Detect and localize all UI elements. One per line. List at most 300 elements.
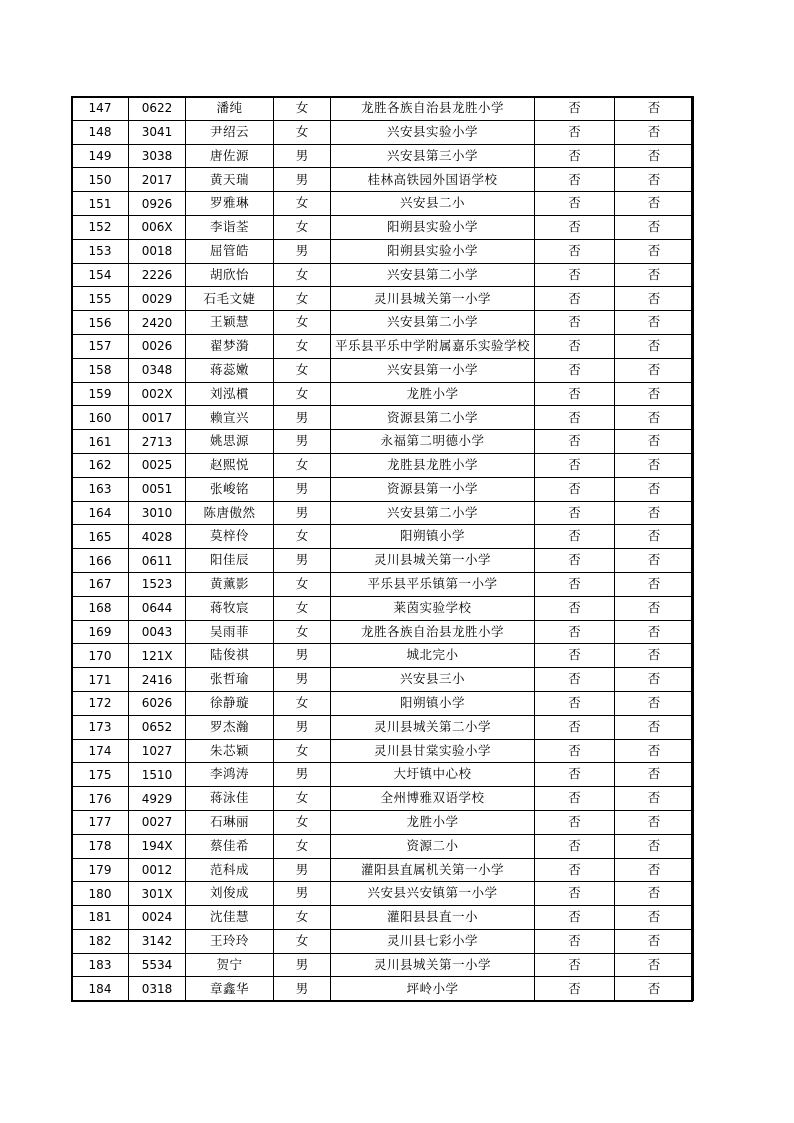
row-number-cell: 173: [72, 715, 129, 739]
id-code-cell: 0051: [129, 477, 186, 501]
row-number-cell: 171: [72, 668, 129, 692]
id-code-cell: 0043: [129, 620, 186, 644]
student-name-cell: 罗杰瀚: [186, 715, 274, 739]
row-number-cell: 181: [72, 906, 129, 930]
flag-1-cell: 否: [535, 644, 615, 668]
row-number-cell: 175: [72, 763, 129, 787]
id-code-cell: 2420: [129, 311, 186, 335]
table-row: [72, 477, 694, 501]
gender-cell: 女: [274, 739, 331, 763]
flag-2-cell: 否: [615, 596, 694, 620]
flag-2-cell: 否: [615, 739, 694, 763]
gender-cell: 女: [274, 810, 331, 834]
school-cell: 平乐县平乐镇第一小学: [331, 572, 535, 596]
flag-1-cell: 否: [535, 572, 615, 596]
school-cell: 阳朔镇小学: [331, 691, 535, 715]
flag-2-cell: 否: [615, 691, 694, 715]
flag-2-cell: 否: [615, 120, 694, 144]
row-number-cell: 180: [72, 882, 129, 906]
table-row: [72, 239, 694, 263]
gender-cell: 女: [274, 453, 331, 477]
gender-cell: 男: [274, 501, 331, 525]
flag-1-cell: 否: [535, 430, 615, 454]
gender-cell: 女: [274, 97, 331, 121]
flag-2-cell: 否: [615, 787, 694, 811]
id-code-cell: 0017: [129, 406, 186, 430]
table-row: [72, 334, 694, 358]
student-name-cell: 唐佐源: [186, 144, 274, 168]
flag-1-cell: 否: [535, 691, 615, 715]
flag-1-cell: 否: [535, 453, 615, 477]
student-name-cell: 刘俊成: [186, 882, 274, 906]
flag-1-cell: 否: [535, 620, 615, 644]
student-name-cell: 王玲玲: [186, 929, 274, 953]
student-name-cell: 姚思源: [186, 430, 274, 454]
flag-1-cell: 否: [535, 358, 615, 382]
flag-2-cell: 否: [615, 477, 694, 501]
gender-cell: 女: [274, 906, 331, 930]
flag-2-cell: 否: [615, 882, 694, 906]
flag-2-cell: 否: [615, 453, 694, 477]
flag-1-cell: 否: [535, 906, 615, 930]
school-cell: 灌阳县直属机关第一小学: [331, 858, 535, 882]
school-cell: 桂林高铁园外国语学校: [331, 168, 535, 192]
row-number-cell: 177: [72, 810, 129, 834]
id-code-cell: 2416: [129, 668, 186, 692]
school-cell: 阳朔县实验小学: [331, 239, 535, 263]
table-row: [72, 406, 694, 430]
flag-1-cell: 否: [535, 977, 615, 1001]
flag-1-cell: 否: [535, 287, 615, 311]
flag-1-cell: 否: [535, 168, 615, 192]
flag-2-cell: 否: [615, 215, 694, 239]
student-name-cell: 朱芯颖: [186, 739, 274, 763]
student-name-cell: 蒋牧宸: [186, 596, 274, 620]
flag-2-cell: 否: [615, 311, 694, 335]
flag-2-cell: 否: [615, 549, 694, 573]
flag-2-cell: 否: [615, 668, 694, 692]
flag-2-cell: 否: [615, 287, 694, 311]
student-list-table: [71, 96, 694, 1001]
table-row: [72, 382, 694, 406]
table-row: [72, 192, 694, 216]
table-row: [72, 596, 694, 620]
student-name-cell: 陈唐傲然: [186, 501, 274, 525]
student-name-cell: 石琳丽: [186, 810, 274, 834]
flag-1-cell: 否: [535, 120, 615, 144]
row-number-cell: 184: [72, 977, 129, 1001]
table-row: [72, 358, 694, 382]
id-code-cell: 0027: [129, 810, 186, 834]
flag-2-cell: 否: [615, 168, 694, 192]
school-cell: 兴安县第二小学: [331, 311, 535, 335]
flag-2-cell: 否: [615, 977, 694, 1001]
gender-cell: 女: [274, 787, 331, 811]
flag-1-cell: 否: [535, 763, 615, 787]
gender-cell: 女: [274, 334, 331, 358]
id-code-cell: 1523: [129, 572, 186, 596]
table-row: [72, 906, 694, 930]
flag-1-cell: 否: [535, 382, 615, 406]
student-name-cell: 李鸿涛: [186, 763, 274, 787]
id-code-cell: 3041: [129, 120, 186, 144]
flag-1-cell: 否: [535, 715, 615, 739]
table-row: [72, 739, 694, 763]
row-number-cell: 161: [72, 430, 129, 454]
id-code-cell: 0318: [129, 977, 186, 1001]
school-cell: 坪岭小学: [331, 977, 535, 1001]
gender-cell: 男: [274, 239, 331, 263]
row-number-cell: 182: [72, 929, 129, 953]
flag-2-cell: 否: [615, 929, 694, 953]
flag-2-cell: 否: [615, 501, 694, 525]
flag-1-cell: 否: [535, 810, 615, 834]
row-number-cell: 170: [72, 644, 129, 668]
id-code-cell: 0026: [129, 334, 186, 358]
gender-cell: 男: [274, 668, 331, 692]
id-code-cell: 4929: [129, 787, 186, 811]
id-code-cell: 0652: [129, 715, 186, 739]
student-name-cell: 赖宣兴: [186, 406, 274, 430]
school-cell: 莱茵实验学校: [331, 596, 535, 620]
table-row: [72, 715, 694, 739]
student-name-cell: 张哲瑜: [186, 668, 274, 692]
flag-1-cell: 否: [535, 215, 615, 239]
flag-2-cell: 否: [615, 620, 694, 644]
id-code-cell: 3038: [129, 144, 186, 168]
gender-cell: 男: [274, 977, 331, 1001]
flag-1-cell: 否: [535, 882, 615, 906]
school-cell: 全州博雅双语学校: [331, 787, 535, 811]
id-code-cell: 2713: [129, 430, 186, 454]
id-code-cell: 1027: [129, 739, 186, 763]
school-cell: 灵川县城关第一小学: [331, 287, 535, 311]
flag-2-cell: 否: [615, 334, 694, 358]
row-number-cell: 154: [72, 263, 129, 287]
id-code-cell: 2017: [129, 168, 186, 192]
row-number-cell: 174: [72, 739, 129, 763]
row-number-cell: 150: [72, 168, 129, 192]
id-code-cell: 0644: [129, 596, 186, 620]
flag-1-cell: 否: [535, 334, 615, 358]
student-name-cell: 罗雅琳: [186, 192, 274, 216]
student-name-cell: 阳佳辰: [186, 549, 274, 573]
flag-1-cell: 否: [535, 739, 615, 763]
student-name-cell: 莫梓伶: [186, 525, 274, 549]
table-row: [72, 144, 694, 168]
student-name-cell: 蒋蕊嫩: [186, 358, 274, 382]
table-row: [72, 668, 694, 692]
school-cell: 龙胜各族自治县龙胜小学: [331, 97, 535, 121]
id-code-cell: 0611: [129, 549, 186, 573]
gender-cell: 男: [274, 549, 331, 573]
row-number-cell: 152: [72, 215, 129, 239]
table-row: [72, 263, 694, 287]
id-code-cell: 5534: [129, 953, 186, 977]
student-name-cell: 吴雨菲: [186, 620, 274, 644]
row-number-cell: 148: [72, 120, 129, 144]
student-name-cell: 贺宁: [186, 953, 274, 977]
row-number-cell: 172: [72, 691, 129, 715]
id-code-cell: 194X: [129, 834, 186, 858]
row-number-cell: 156: [72, 311, 129, 335]
table-row: [72, 572, 694, 596]
table-row: [72, 953, 694, 977]
flag-1-cell: 否: [535, 525, 615, 549]
flag-1-cell: 否: [535, 953, 615, 977]
row-number-cell: 155: [72, 287, 129, 311]
gender-cell: 女: [274, 834, 331, 858]
id-code-cell: 0348: [129, 358, 186, 382]
flag-1-cell: 否: [535, 549, 615, 573]
flag-2-cell: 否: [615, 953, 694, 977]
table-row: [72, 644, 694, 668]
student-name-cell: 黄天瑞: [186, 168, 274, 192]
row-number-cell: 179: [72, 858, 129, 882]
id-code-cell: 6026: [129, 691, 186, 715]
school-cell: 兴安县二小: [331, 192, 535, 216]
table-row: [72, 501, 694, 525]
id-code-cell: 121X: [129, 644, 186, 668]
flag-1-cell: 否: [535, 311, 615, 335]
gender-cell: 女: [274, 929, 331, 953]
id-code-cell: 006X: [129, 215, 186, 239]
flag-1-cell: 否: [535, 239, 615, 263]
row-number-cell: 160: [72, 406, 129, 430]
gender-cell: 男: [274, 715, 331, 739]
school-cell: 灵川县七彩小学: [331, 929, 535, 953]
table-row: [72, 763, 694, 787]
school-cell: 龙胜各族自治县龙胜小学: [331, 620, 535, 644]
school-cell: 平乐县平乐中学附属嘉乐实验学校: [331, 334, 535, 358]
flag-1-cell: 否: [535, 501, 615, 525]
id-code-cell: 2226: [129, 263, 186, 287]
flag-2-cell: 否: [615, 572, 694, 596]
student-name-cell: 尹绍云: [186, 120, 274, 144]
flag-2-cell: 否: [615, 406, 694, 430]
gender-cell: 女: [274, 263, 331, 287]
student-name-cell: 潘纯: [186, 97, 274, 121]
table-row: [72, 787, 694, 811]
row-number-cell: 147: [72, 97, 129, 121]
table-row: [72, 620, 694, 644]
flag-2-cell: 否: [615, 834, 694, 858]
row-number-cell: 183: [72, 953, 129, 977]
id-code-cell: 0024: [129, 906, 186, 930]
school-cell: 兴安县第一小学: [331, 358, 535, 382]
flag-2-cell: 否: [615, 906, 694, 930]
id-code-cell: 3142: [129, 929, 186, 953]
row-number-cell: 149: [72, 144, 129, 168]
school-cell: 兴安县三小: [331, 668, 535, 692]
gender-cell: 男: [274, 858, 331, 882]
school-cell: 大圩镇中心校: [331, 763, 535, 787]
table-row: [72, 691, 694, 715]
table-row: [72, 525, 694, 549]
gender-cell: 女: [274, 358, 331, 382]
table-row: [72, 549, 694, 573]
student-name-cell: 蔡佳希: [186, 834, 274, 858]
school-cell: 龙胜小学: [331, 810, 535, 834]
flag-2-cell: 否: [615, 239, 694, 263]
student-name-cell: 蒋泳佳: [186, 787, 274, 811]
flag-2-cell: 否: [615, 382, 694, 406]
table-row: [72, 977, 694, 1001]
table-row: [72, 453, 694, 477]
school-cell: 龙胜县龙胜小学: [331, 453, 535, 477]
flag-1-cell: 否: [535, 596, 615, 620]
school-cell: 资源县第一小学: [331, 477, 535, 501]
id-code-cell: 301X: [129, 882, 186, 906]
table-row: [72, 430, 694, 454]
gender-cell: 男: [274, 168, 331, 192]
row-number-cell: 159: [72, 382, 129, 406]
flag-1-cell: 否: [535, 192, 615, 216]
gender-cell: 女: [274, 525, 331, 549]
table-row: [72, 810, 694, 834]
flag-2-cell: 否: [615, 192, 694, 216]
school-cell: 资源县第二小学: [331, 406, 535, 430]
school-cell: 兴安县实验小学: [331, 120, 535, 144]
school-cell: 灌阳县县直一小: [331, 906, 535, 930]
flag-1-cell: 否: [535, 929, 615, 953]
gender-cell: 女: [274, 287, 331, 311]
school-cell: 灵川县城关第一小学: [331, 549, 535, 573]
row-number-cell: 176: [72, 787, 129, 811]
flag-1-cell: 否: [535, 477, 615, 501]
school-cell: 阳朔县实验小学: [331, 215, 535, 239]
flag-1-cell: 否: [535, 834, 615, 858]
student-name-cell: 张峻铭: [186, 477, 274, 501]
flag-1-cell: 否: [535, 97, 615, 121]
row-number-cell: 157: [72, 334, 129, 358]
flag-2-cell: 否: [615, 358, 694, 382]
student-name-cell: 陆俊祺: [186, 644, 274, 668]
flag-2-cell: 否: [615, 144, 694, 168]
gender-cell: 男: [274, 477, 331, 501]
gender-cell: 男: [274, 763, 331, 787]
flag-2-cell: 否: [615, 263, 694, 287]
row-number-cell: 169: [72, 620, 129, 644]
gender-cell: 女: [274, 572, 331, 596]
id-code-cell: 1510: [129, 763, 186, 787]
gender-cell: 男: [274, 144, 331, 168]
gender-cell: 男: [274, 882, 331, 906]
flag-2-cell: 否: [615, 763, 694, 787]
school-cell: 兴安县第二小学: [331, 501, 535, 525]
id-code-cell: 3010: [129, 501, 186, 525]
school-cell: 灵川县甘棠实验小学: [331, 739, 535, 763]
gender-cell: 女: [274, 620, 331, 644]
school-cell: 阳朔镇小学: [331, 525, 535, 549]
id-code-cell: 0025: [129, 453, 186, 477]
student-name-cell: 李诣荃: [186, 215, 274, 239]
school-cell: 灵川县城关第一小学: [331, 953, 535, 977]
row-number-cell: 153: [72, 239, 129, 263]
table-row: [72, 120, 694, 144]
row-number-cell: 163: [72, 477, 129, 501]
school-cell: 灵川县城关第二小学: [331, 715, 535, 739]
row-number-cell: 178: [72, 834, 129, 858]
flag-2-cell: 否: [615, 525, 694, 549]
gender-cell: 女: [274, 120, 331, 144]
gender-cell: 女: [274, 596, 331, 620]
student-name-cell: 赵熙悦: [186, 453, 274, 477]
student-name-cell: 沈佳慧: [186, 906, 274, 930]
row-number-cell: 151: [72, 192, 129, 216]
row-number-cell: 162: [72, 453, 129, 477]
table-body: [72, 97, 694, 1001]
gender-cell: 男: [274, 953, 331, 977]
flag-1-cell: 否: [535, 787, 615, 811]
id-code-cell: 002X: [129, 382, 186, 406]
table-row: [72, 929, 694, 953]
student-name-cell: 刘泓樌: [186, 382, 274, 406]
flag-2-cell: 否: [615, 858, 694, 882]
student-name-cell: 章鑫华: [186, 977, 274, 1001]
row-number-cell: 167: [72, 572, 129, 596]
table-row: [72, 311, 694, 335]
table-row: [72, 168, 694, 192]
id-code-cell: 0029: [129, 287, 186, 311]
table-row: [72, 858, 694, 882]
student-name-cell: 胡欣怡: [186, 263, 274, 287]
student-name-cell: 王颖慧: [186, 311, 274, 335]
student-name-cell: 徐静璇: [186, 691, 274, 715]
school-cell: 城北完小: [331, 644, 535, 668]
gender-cell: 男: [274, 644, 331, 668]
gender-cell: 男: [274, 430, 331, 454]
id-code-cell: 0012: [129, 858, 186, 882]
id-code-cell: 4028: [129, 525, 186, 549]
gender-cell: 女: [274, 192, 331, 216]
table-row: [72, 834, 694, 858]
table-row: [72, 97, 694, 121]
school-cell: 兴安县第二小学: [331, 263, 535, 287]
gender-cell: 女: [274, 311, 331, 335]
gender-cell: 女: [274, 691, 331, 715]
flag-1-cell: 否: [535, 263, 615, 287]
flag-2-cell: 否: [615, 644, 694, 668]
flag-1-cell: 否: [535, 406, 615, 430]
school-cell: 资源二小: [331, 834, 535, 858]
school-cell: 兴安县第三小学: [331, 144, 535, 168]
flag-2-cell: 否: [615, 715, 694, 739]
student-name-cell: 范科成: [186, 858, 274, 882]
flag-2-cell: 否: [615, 810, 694, 834]
student-name-cell: 黄薰影: [186, 572, 274, 596]
table-row: [72, 215, 694, 239]
gender-cell: 男: [274, 406, 331, 430]
school-cell: 永福第二明德小学: [331, 430, 535, 454]
student-name-cell: 翟梦漪: [186, 334, 274, 358]
flag-1-cell: 否: [535, 668, 615, 692]
student-name-cell: 石毛文婕: [186, 287, 274, 311]
row-number-cell: 168: [72, 596, 129, 620]
flag-1-cell: 否: [535, 144, 615, 168]
id-code-cell: 0018: [129, 239, 186, 263]
school-cell: 龙胜小学: [331, 382, 535, 406]
school-cell: 兴安县兴安镇第一小学: [331, 882, 535, 906]
gender-cell: 女: [274, 215, 331, 239]
flag-1-cell: 否: [535, 858, 615, 882]
flag-2-cell: 否: [615, 97, 694, 121]
row-number-cell: 164: [72, 501, 129, 525]
gender-cell: 女: [274, 382, 331, 406]
table-row: [72, 882, 694, 906]
id-code-cell: 0926: [129, 192, 186, 216]
row-number-cell: 166: [72, 549, 129, 573]
